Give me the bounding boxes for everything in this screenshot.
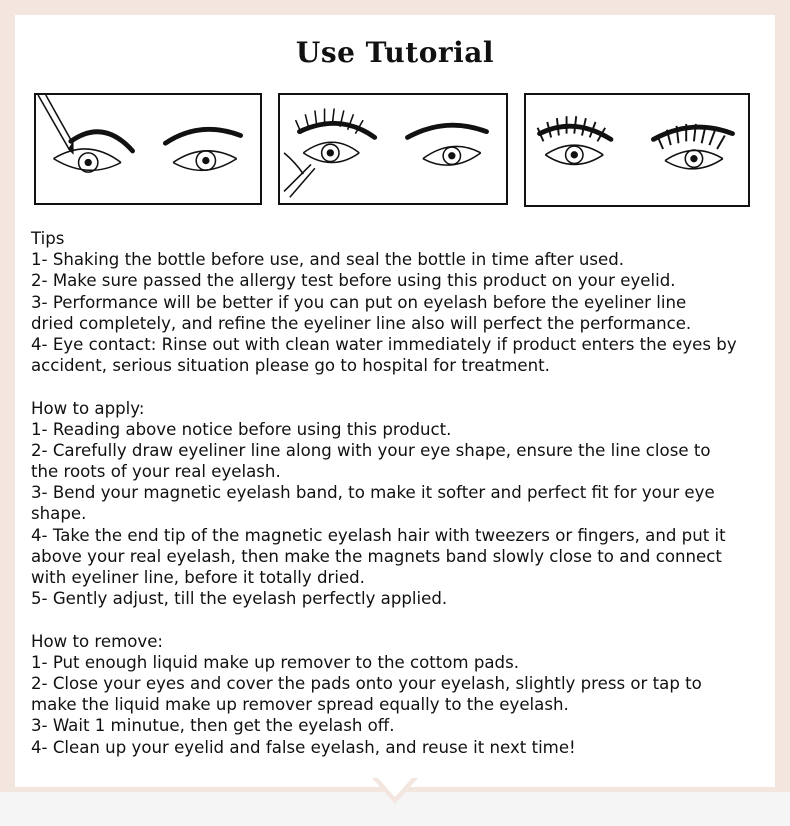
section-gap — [31, 609, 776, 630]
tips-line: 3- Performance will be better if you can put on eyelash before the eyeliner line — [31, 292, 687, 312]
tips-line: 4- Eye contact: Rinse out with clean water immediately if product enters the eyes by — [31, 334, 737, 354]
remove-line: 4- Clean up your eyelid and false eyelash, and reuse it next time! — [31, 737, 576, 757]
tips-line: 1- Shaking the bottle before use, and seal the bottle in time after used. — [31, 250, 625, 270]
instructions-text — [31, 228, 776, 758]
applied-lashes-illustration — [526, 95, 748, 205]
apply-line: 2- Carefully draw eyeliner line along with your eye shape, ensure the line close to — [31, 440, 711, 460]
remove-line: 3- Wait 1 minutue, then get the eyelash off. — [31, 716, 395, 736]
remove-line: 2- Close your eyes and cover the pads onto your eyelash, slightly press or tap to — [31, 673, 702, 693]
step-illustration-applied — [524, 93, 750, 207]
apply-line: above your real eyelash, then make the magnets band slowly close to and connect — [31, 546, 722, 566]
apply-heading: How to apply: — [31, 398, 145, 418]
down-arrow-notch — [372, 778, 418, 812]
apply-line: 3- Bend your magnetic eyelash band, to make it softer and perfect fit for your eye — [31, 483, 715, 503]
page-title: Use Tutorial — [295, 36, 495, 69]
apply-line: 1- Reading above notice before using this product. — [31, 419, 452, 439]
eyeliner-illustration — [36, 95, 260, 203]
apply-line: the roots of your real eyelash. — [31, 462, 281, 482]
tweezers-illustration — [280, 95, 506, 203]
tips-heading: Tips — [31, 229, 65, 248]
apply-line: with eyeliner line, before it totally dried. — [31, 568, 365, 587]
apply-line: 4- Take the end tip of the magnetic eyelash hair with tweezers or fingers, and put it — [31, 525, 726, 545]
step-illustration-tweezers — [278, 93, 508, 205]
remove-heading: How to remove: — [31, 631, 164, 651]
tips-line: accident, serious situation please go to hospital for treatment. — [31, 356, 550, 376]
remove-line: 1- Put enough liquid make up remover to the cottom pads. — [31, 652, 519, 672]
apply-line: 5- Gently adjust, till the eyelash perfectly applied. — [31, 589, 448, 609]
remove-line: make the liquid make up remover spread equally to the eyelash. — [31, 695, 569, 715]
tips-line: dried completely, and refine the eyeliner line also will perfect the performance. — [31, 313, 692, 333]
apply-line: shape. — [31, 504, 87, 524]
section-gap — [31, 376, 776, 397]
step-illustration-eyeliner — [34, 93, 262, 205]
tips-line: 2- Make sure passed the allergy test before using this product on your eyelid. — [31, 271, 676, 291]
